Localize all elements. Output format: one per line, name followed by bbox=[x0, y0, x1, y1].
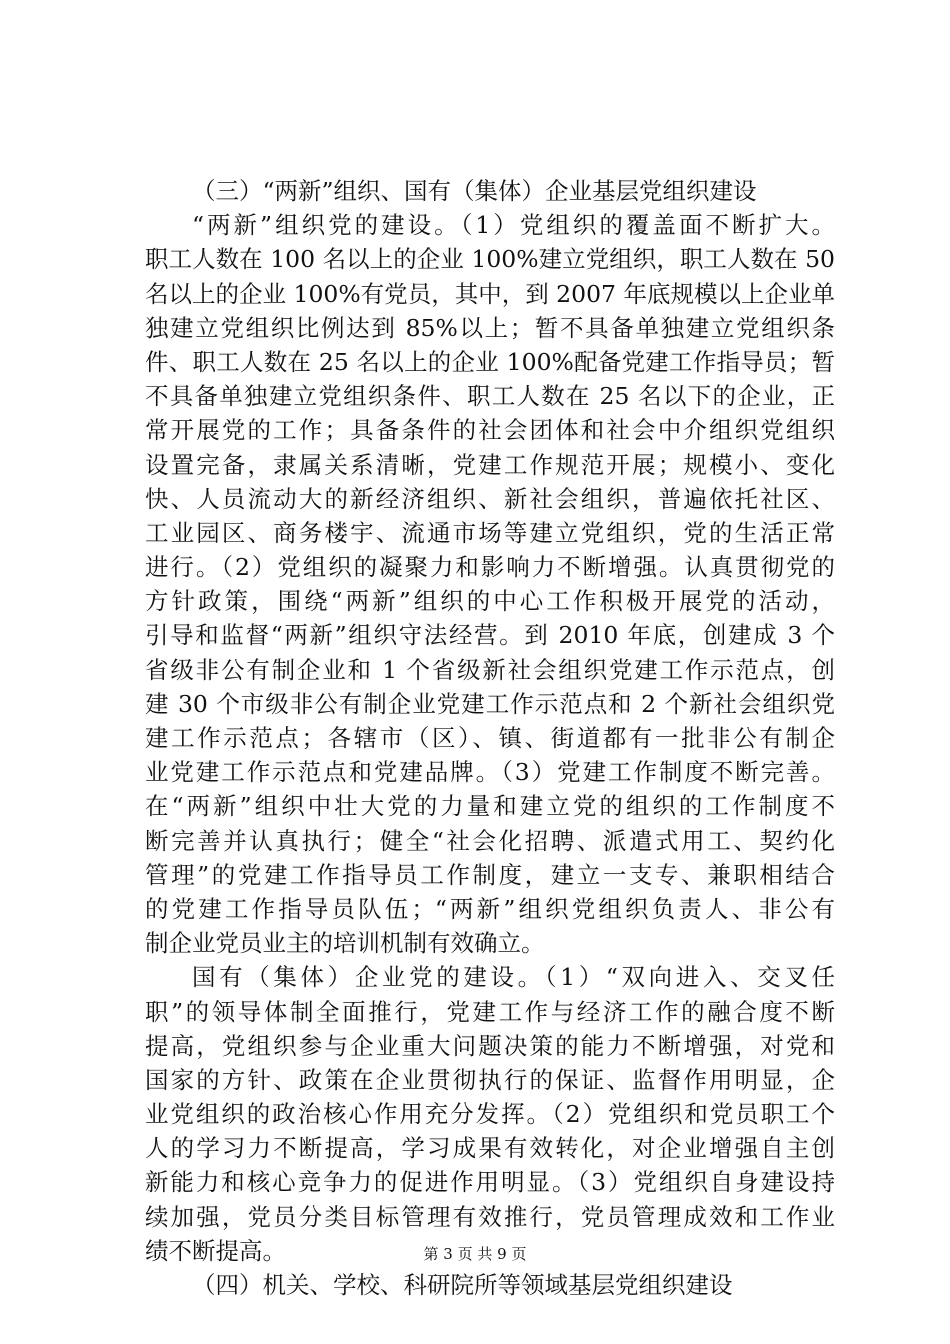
paragraph-line: 断完善并认真执行；健全“社会化招聘、派遣式用工、契约化 bbox=[145, 826, 835, 855]
paragraph-line: 业党组织的政治核心作用充分发挥。（2）党组织和党员职工个 bbox=[145, 1100, 835, 1129]
paragraph-line: 快、人员流动大的新经济组织、新社会组织，普遍依托社区、 bbox=[145, 484, 835, 513]
paragraph-line: 业党建工作示范点和党建品牌。（3）党建工作制度不断完善。 bbox=[145, 758, 835, 787]
paragraph-line: 管理”的党建工作指导员工作制度，建立一支专、兼职相结合 bbox=[145, 860, 835, 889]
paragraph-line: 的党建工作指导员队伍；“两新”组织党组织负责人、非公有 bbox=[145, 894, 835, 923]
section-heading: （四）机关、学校、科研院所等领域基层党组织建设 bbox=[192, 1271, 733, 1299]
paragraph-line: 人的学习力不断提高，学习成果有效转化，对企业增强自主创 bbox=[145, 1134, 835, 1163]
paragraph-line: 续加强，党员分类目标管理有效推行，党员管理成效和工作业 bbox=[145, 1202, 835, 1231]
paragraph-line: 绩不断提高。 bbox=[145, 1236, 286, 1265]
paragraph-line: 国有（集体）企业党的建设。（1）“双向进入、交叉任 bbox=[192, 963, 835, 992]
paragraph-line: 职”的领导体制全面推行，党建工作与经济工作的融合度不断 bbox=[145, 997, 835, 1026]
paragraph-line: 省级非公有制企业和 1 个省级新社会组织党建工作示范点，创 bbox=[145, 655, 835, 684]
paragraph-line: 在“两新”组织中壮大党的力量和建立党的组织的工作制度不 bbox=[145, 792, 835, 821]
paragraph-line: 工业园区、商务楼宇、流通市场等建立党组织，党的生活正常 bbox=[145, 518, 835, 547]
paragraph-line: 件、职工人数在 25 名以上的企业 100%配备党建工作指导员；暂 bbox=[145, 347, 835, 376]
paragraph-line: 提高，党组织参与企业重大问题决策的能力不断增强，对党和 bbox=[145, 1031, 835, 1060]
paragraph-line: “两新”组织党的建设。（1）党组织的覆盖面不断扩大。 bbox=[192, 211, 835, 240]
paragraph-line: 不具备单独建立党组织条件、职工人数在 25 名以下的企业，正 bbox=[145, 382, 835, 411]
section-heading: （三）“两新”组织、国有（集体）企业基层党组织建设 bbox=[192, 177, 757, 205]
paragraph-line: 制企业党员业主的培训机制有效确立。 bbox=[145, 929, 545, 958]
paragraph-line: 引导和监督“两新”组织守法经营。到 2010 年底，创建成 3 个 bbox=[145, 621, 835, 650]
paragraph-line: 设置完备，隶属关系清晰，党建工作规范开展；规模小、变化 bbox=[145, 450, 835, 479]
paragraph-line: 新能力和核心竞争力的促进作用明显。（3）党组织自身建设持 bbox=[145, 1168, 835, 1197]
paragraph-line: 国家的方针、政策在企业贯彻执行的保证、监督作用明显，企 bbox=[145, 1065, 835, 1094]
paragraph-line: 进行。（2）党组织的凝聚力和影响力不断增强。认真贯彻党的 bbox=[145, 553, 835, 582]
paragraph-line: 名以上的企业 100%有党员，其中，到 2007 年底规模以上企业单 bbox=[145, 279, 835, 308]
paragraph-line: 建 30 个市级非公有制企业党建工作示范点和 2 个新社会组织党 bbox=[145, 689, 835, 718]
paragraph-line: 独建立党组织比例达到 85%以上；暂不具备单独建立党组织条 bbox=[145, 313, 835, 342]
paragraph-line: 方针政策，围绕“两新”组织的中心工作积极开展党的活动， bbox=[145, 587, 835, 616]
page-number-footer: 第 3 页 共 9 页 bbox=[423, 1245, 527, 1263]
document-body bbox=[145, 174, 835, 1302]
paragraph-line: 职工人数在 100 名以上的企业 100%建立党组织，职工人数在 50 bbox=[145, 245, 835, 274]
paragraph-line: 常开展党的工作；具备条件的社会团体和社会中介组织党组织 bbox=[145, 416, 835, 445]
paragraph-line: 建工作示范点；各辖市（区）、镇、街道都有一批非公有制企 bbox=[145, 724, 835, 752]
